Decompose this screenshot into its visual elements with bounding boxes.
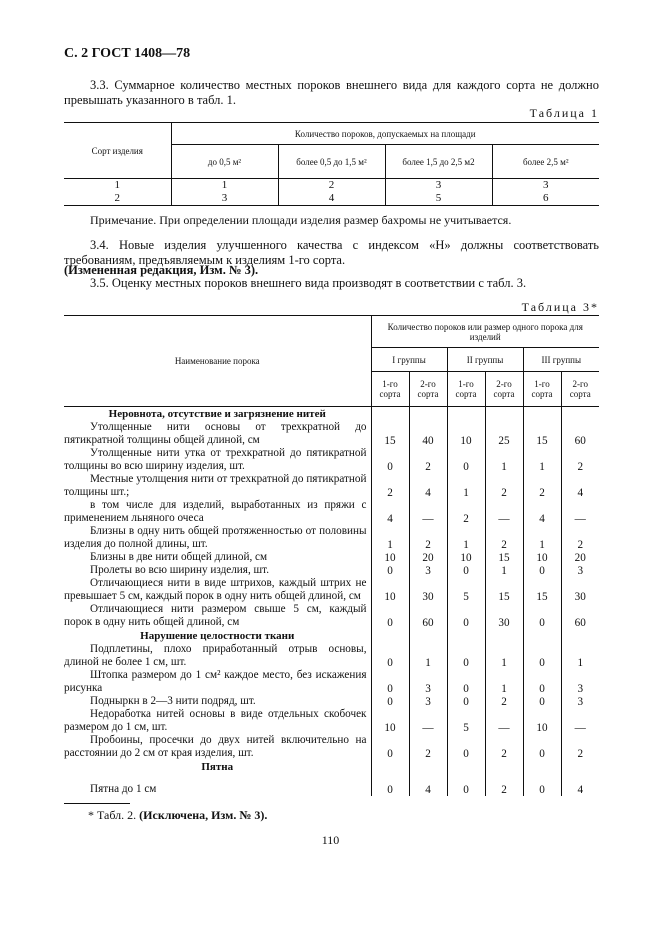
defect-value: 2 [485,734,523,760]
defect-value: 2 [409,734,447,760]
defect-value: 0 [371,695,409,708]
table3-caption: Таблица 3* [521,300,599,314]
defect-name: Недоработка нитей основы в виде отдельных скобочек размером до 1 см, шт. [64,708,371,734]
table3-group-header: Количество пороков или размер одного порока для изделий [371,316,599,348]
table1-col-area-4: более 2,5 м² [522,156,569,167]
defect-value: 0 [447,447,485,473]
table3-cell [485,629,523,643]
table-row [64,499,599,525]
defect-value: 3 [577,695,584,708]
defect-value: 2 [577,460,584,473]
page-header: С. 2 ГОСТ 1408—78 [64,46,191,61]
table3-col-defect: Наименование порока [64,316,371,407]
table-row [64,551,599,564]
defect-value: — [574,721,586,734]
defect-value: 0 [523,695,561,708]
defect-value: 0 [447,774,485,796]
defect-value: 15 [485,551,523,564]
table3-group-1: I группы [371,348,447,372]
defect-value: 2 [485,525,523,551]
table3-grade-1: 1-го сорта [371,372,409,407]
footnote-divider [64,803,130,804]
table3-cell [561,629,599,643]
table1-cell: 4 [278,191,385,205]
defect-value: 4 [577,783,584,796]
table3-grade-1: 1-го сорта [523,372,561,407]
defect-value: 1 [523,447,561,473]
defect-value: 0 [523,774,561,796]
defect-value: 30 [485,603,523,629]
defect-value: 30 [409,577,447,603]
table-row [64,577,599,603]
table1-cell: 3 [543,179,549,191]
table3-grade-2: 2-го сорта [485,372,523,407]
defect-name: в том числе для изделий, выработанных из пряжи с применением льняного очеса [64,499,371,525]
defect-value: 20 [409,551,447,564]
defect-value: 25 [485,421,523,447]
defect-value: 1 [409,643,447,669]
defect-value: 0 [371,669,409,695]
table3-cell [371,760,409,774]
defect-value: 0 [371,774,409,796]
table1-cell: 2 [278,179,385,192]
defect-value: 2 [485,473,523,499]
table1-cell: 3 [171,191,278,205]
defect-value: 15 [371,421,409,447]
defect-value: 0 [371,603,409,629]
table3-cell [523,760,561,774]
footnote-edit: (Исключена, Изм. № 3). [139,808,268,822]
defect-value: 4 [577,486,584,499]
defect-value: 40 [409,421,447,447]
table3-cell [447,629,485,643]
table3-group-2: II группы [447,348,523,372]
defect-value: 2 [485,774,523,796]
defect-value: 60 [574,616,586,629]
table3-cell [371,407,409,421]
defect-value: 10 [371,551,409,564]
defect-value: 0 [371,564,409,577]
table-row [64,447,599,473]
table-row [64,421,599,447]
defect-value: 0 [447,643,485,669]
defect-value: 0 [371,734,409,760]
defect-value: 4 [409,473,447,499]
defect-value: 0 [447,603,485,629]
paragraph-3-4: 3.4. Новые изделия улучшенного качества с индексом «Н» должны соответствовать требованиям, предъявляемым к изделиям 1-го сорта. [64,238,599,267]
defect-value: 0 [447,734,485,760]
defect-value: 0 [523,643,561,669]
table1-cell: 2 [64,191,171,205]
defect-name: Отличающиеся нити размером свыше 5 см, каждый порок в одну нить общей длиной, см [64,603,371,629]
table3-cell [485,407,523,421]
table1-col-grade: Сорт изделия [64,123,171,179]
defect-value: 4 [371,499,409,525]
defect-value: 10 [523,708,561,734]
defect-name: Близны в две нити общей длиной, см [64,551,371,564]
defect-value: 15 [485,577,523,603]
defect-value: 1 [523,525,561,551]
defect-name: Близны в одну нить общей протяженностью от половины изделия до полной длины, шт. [64,525,371,551]
defect-value: 0 [523,564,561,577]
table-row [64,669,599,695]
defect-name: Подныркн в 2—3 нити подряд, шт. [64,695,371,708]
defect-value: 0 [523,734,561,760]
defect-value: 0 [447,695,485,708]
table-row [64,564,599,577]
table1-cell: 6 [543,191,549,204]
defect-value: 20 [574,551,586,564]
defect-value: 1 [371,525,409,551]
section-title: Нарушение целостности ткани [64,629,371,643]
paragraph-3-5: 3.5. Оценку местных пороков внешнего вида производят в соответствии с табл. 3. [90,276,527,290]
defect-value: 10 [371,577,409,603]
page-number: 110 [321,833,340,847]
table1-col-area-3: более 1,5 до 2,5 м2 [385,145,492,179]
table1-note: Примечание. При определении площади изделия размер бахромы не учитывается. [90,213,512,227]
defect-value: 0 [447,669,485,695]
defect-value: 1 [447,525,485,551]
table-row [64,734,599,760]
defect-value: 10 [523,551,561,564]
footnote [88,808,267,823]
defect-value: 2 [409,447,447,473]
defect-value: 2 [371,473,409,499]
paragraph-3-3: 3.3. Суммарное количество местных пороков внешнего вида для каждого сорта не должно превышать указанного в табл. 1. [64,78,599,107]
table3-cell [371,629,409,643]
table-row [64,774,599,796]
table3-body [64,407,599,796]
defect-value: 1 [577,656,584,669]
paragraph-3-4-edit: (Измененная редакция, Изм. № 3). [64,263,259,277]
defect-value: 60 [409,603,447,629]
defect-value: 10 [447,421,485,447]
table-row [64,473,599,499]
defect-value: 0 [371,643,409,669]
defect-name: Отличающиеся нити в виде штрихов, каждый штрих не превышает 5 см, каждый порок в одну нить общей длиной, см [64,577,371,603]
table3-grade-2: 2-го сорта [409,372,447,407]
defect-value: 0 [447,564,485,577]
table3-cell [447,760,485,774]
defect-value: 3 [409,564,447,577]
defect-value: 60 [574,434,586,447]
defect-name: Пятна до 1 см [64,774,371,796]
table1-cell: 1 [64,179,171,192]
table3-cell [561,760,599,774]
table3-grade-1: 1-го сорта [447,372,485,407]
defect-value: 2 [485,695,523,708]
defect-value: — [574,512,586,525]
defect-value: 15 [523,421,561,447]
table-row [64,603,599,629]
table-1 [64,122,599,206]
defect-value: — [409,499,447,525]
table-row [64,643,599,669]
table-row [64,525,599,551]
defect-name: Пробоины, просечки до двух нитей включительно на расстоянии до 2 см от края изделия, шт. [64,734,371,760]
defect-value: 5 [447,577,485,603]
table-row [64,695,599,708]
footnote-text: * Табл. 2. [88,808,137,822]
defect-name: Пролеты во всю ширину изделия, шт. [64,564,371,577]
defect-value: 2 [577,538,584,551]
defect-value: — [409,708,447,734]
defect-value: 4 [523,499,561,525]
defect-value: 3 [409,669,447,695]
defect-value: 4 [409,774,447,796]
table1-group-header: Количество пороков, допускаемых на площади [171,123,599,145]
defect-value: 1 [485,643,523,669]
defect-value: 1 [485,564,523,577]
defect-value: 10 [447,551,485,564]
defect-value: 2 [523,473,561,499]
table-row [64,179,599,192]
table1-col-area-2: более 0,5 до 1,5 м² [278,145,385,179]
table1-cell: 1 [171,179,278,192]
defect-value: 2 [447,499,485,525]
table3-group-3: III группы [523,348,599,372]
table3-cell [561,407,599,421]
defect-value: 0 [523,669,561,695]
defect-value: 3 [577,682,584,695]
table3-cell [485,760,523,774]
table3-grade-2: 2-го сорта [569,379,591,399]
table1-cell: 5 [385,191,492,205]
table1-caption: Таблица 1 [529,106,599,120]
defect-value: 3 [577,564,584,577]
defect-name: Штопка размером до 1 см² каждое место, без искажения рисунка [64,669,371,695]
table3-cell [523,407,561,421]
defect-value: 5 [447,708,485,734]
table1-cell: 3 [385,179,492,192]
defect-name: Утолщенные нити основы от трехкратной до пятикратной толщины общей длиной, см [64,421,371,447]
defect-name: Подплетины, плохо приработанный отрыв основы, длиной не более 1 см, шт. [64,643,371,669]
defect-name: Утолщенные нити утка от трехкратной до пятикратной толщины во всю ширину изделия, шт. [64,447,371,473]
table-row [64,708,599,734]
defect-value: 30 [574,590,586,603]
defect-value: 1 [485,669,523,695]
section-row [64,760,599,774]
defect-value: — [485,499,523,525]
defect-value: 2 [577,747,584,760]
defect-value: 1 [447,473,485,499]
defect-name: Местные утолщения нити от трехкратной до пятикратной толщины шт.; [64,473,371,499]
table3-cell [523,629,561,643]
defect-value: — [485,708,523,734]
defect-value: 0 [523,603,561,629]
defect-value: 0 [371,447,409,473]
defect-value: 15 [523,577,561,603]
defect-value: 2 [409,525,447,551]
table3-cell [409,407,447,421]
table3-cell [409,629,447,643]
table3-cell [409,760,447,774]
section-title: Пятна [64,760,371,774]
table1-col-area-1: до 0,5 м² [171,145,278,179]
section-title: Неровнота, отсутствие и загрязнение нитей [64,407,371,421]
table-3 [64,315,599,796]
table3-cell [447,407,485,421]
section-row [64,629,599,643]
defect-value: 10 [371,708,409,734]
defect-value: 1 [485,447,523,473]
section-row [64,407,599,421]
defect-value: 3 [409,695,447,708]
table-row [64,191,599,205]
